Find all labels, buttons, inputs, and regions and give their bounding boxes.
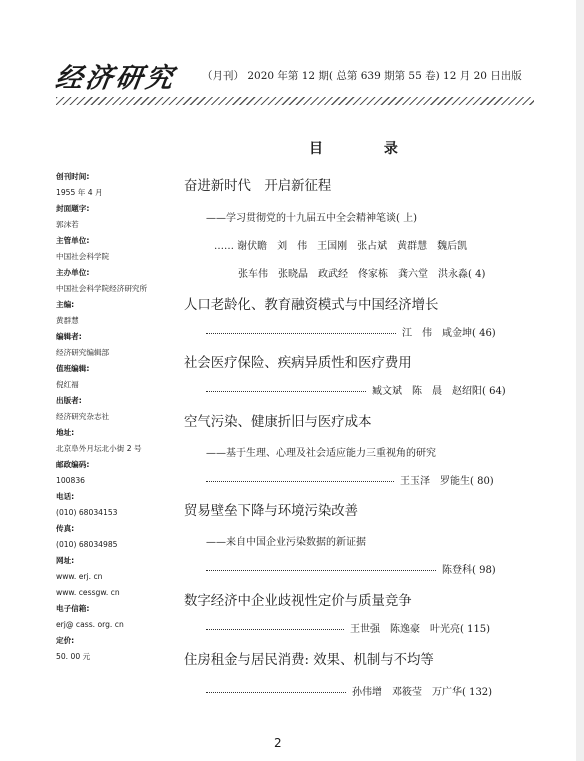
journal-name: 经济研究 <box>53 63 178 94</box>
sidebar-label: 电话: <box>56 492 75 501</box>
article-byline <box>206 382 506 397</box>
sidebar-value: 中国社会科学院经济研究所 <box>56 284 148 293</box>
sidebar-value: 中国社会科学院 <box>56 252 110 261</box>
sidebar-value-link[interactable]: www. cessgw. cn <box>56 588 120 597</box>
sidebar-label: 主管单位: <box>56 236 90 245</box>
sidebar-label: 主编: <box>56 300 75 309</box>
sidebar-value: 经济研究编辑部 <box>56 348 110 357</box>
article-authors: 臧文斌 陈 晨 赵绍阳( 64) <box>372 386 506 397</box>
article-subtitle: ——学习贯彻党的十九届五中全会精神笔谈( 上) <box>206 213 417 224</box>
article-title[interactable]: 数字经济中企业歧视性定价与质量竞争 <box>184 594 412 609</box>
sidebar-value: 50. 00 元 <box>56 652 91 661</box>
masthead-sidebar <box>56 172 176 662</box>
article-title[interactable]: 人口老龄化、教育融资模式与中国经济增长 <box>184 298 439 313</box>
article-title[interactable]: 住房租金与居民消费: 效果、机制与不均等 <box>184 653 434 668</box>
article-authors: 王玉泽 罗能生( 80) <box>400 476 494 487</box>
toc-heading: 目 录 <box>309 141 426 157</box>
sidebar-label: 主办单位: <box>56 268 90 277</box>
article-authors: 王世强 陈逸豪 叶光亮( 115) <box>350 624 491 635</box>
sidebar-value-email[interactable]: erj@ cass. org. cn <box>56 620 124 629</box>
article-byline <box>206 620 490 635</box>
sidebar-label: 出版者: <box>56 396 82 405</box>
article-title[interactable]: 空气污染、健康折旧与医疗成本 <box>184 415 372 430</box>
sidebar-label: 值班编辑: <box>56 364 90 373</box>
article-byline <box>206 683 492 698</box>
article-byline <box>206 472 494 487</box>
sidebar-label: 定价: <box>56 636 75 645</box>
article-title[interactable]: 贸易壁垒下降与环境污染改善 <box>184 504 359 519</box>
sidebar-label: 封面题字: <box>56 204 90 213</box>
sidebar-value-link[interactable]: www. erj. cn <box>56 572 103 581</box>
sidebar-label: 电子信箱: <box>56 604 90 613</box>
sidebar-value: 100836 <box>56 476 85 485</box>
sidebar-label: 创刊时间: <box>56 172 90 181</box>
sidebar-label: 传真: <box>56 524 75 533</box>
article-authors: 孙伟增 邓筱莹 万广华( 132) <box>352 687 493 698</box>
article-subtitle: ——基于生理、心理及社会适应能力三重视角的研究 <box>206 448 436 459</box>
sidebar-value: 黄群慧 <box>56 316 79 325</box>
sidebar-label: 编辑者: <box>56 332 82 341</box>
page-edge-shadow <box>576 0 584 761</box>
decorative-rule <box>56 97 534 105</box>
sidebar-label: 网址: <box>56 556 75 565</box>
sidebar-value: 1955 年 4 月 <box>56 188 103 197</box>
article-authors: …… 谢伏瞻 刘 伟 王国刚 张占斌 黄群慧 魏后凯 <box>214 241 468 252</box>
sidebar-value: 北京阜外月坛北小街 2 号 <box>56 444 142 453</box>
article-authors: 张车伟 张晓晶 政武经 佟家栋 龚六堂 洪永淼( 4) <box>238 269 486 280</box>
sidebar-label: 邮政编码: <box>56 460 90 469</box>
article-byline <box>206 324 496 339</box>
sidebar-value: (010) 68034985 <box>56 540 118 549</box>
sidebar-value: 郭沫若 <box>56 220 79 229</box>
sidebar-value: (010) 68034153 <box>56 508 118 517</box>
issue-info: （月刊） 2020 年第 12 期( 总第 639 期第 55 卷) 12 月 20 日出版 <box>202 70 522 82</box>
page-number: 2 <box>274 736 282 750</box>
sidebar-value: 倪红福 <box>56 380 79 389</box>
sidebar-value: 经济研究杂志社 <box>56 412 110 421</box>
article-title[interactable]: 社会医疗保险、疾病异质性和医疗费用 <box>184 356 412 371</box>
article-authors: 江 伟 咸金坤( 46) <box>402 328 496 339</box>
article-title[interactable]: 奋进新时代 开启新征程 <box>184 179 332 194</box>
article-byline <box>206 561 496 576</box>
article-subtitle: ——来自中国企业污染数据的新证据 <box>206 537 366 548</box>
article-authors: 陈登科( 98) <box>442 565 496 576</box>
sidebar-label: 地址: <box>56 428 75 437</box>
